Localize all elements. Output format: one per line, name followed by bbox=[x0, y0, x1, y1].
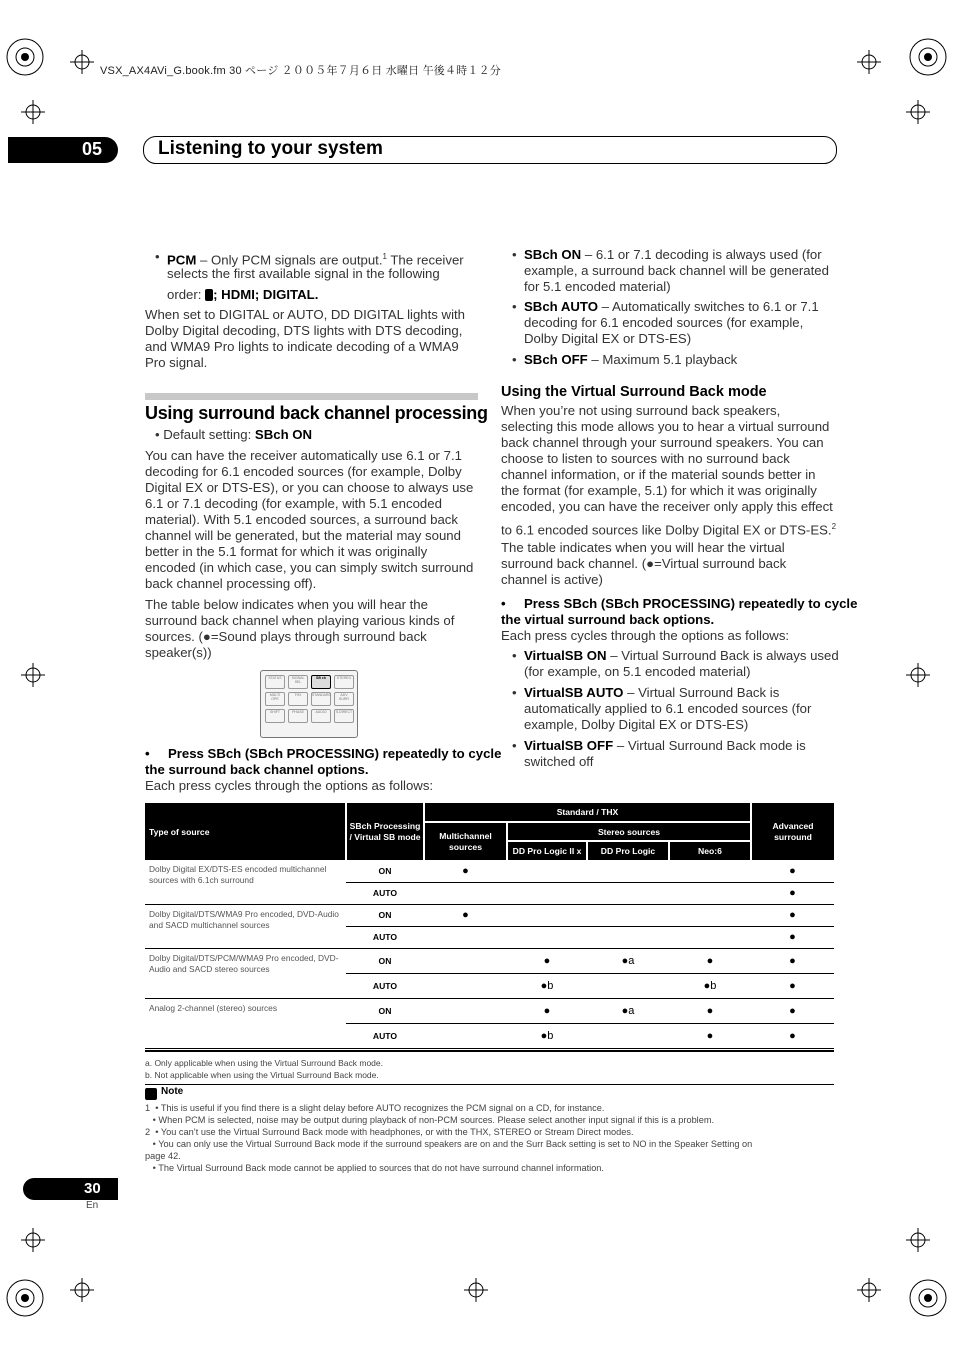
indicator-cell bbox=[587, 926, 669, 948]
indicator-cell: ●b bbox=[507, 973, 587, 998]
press-instruction-l2: the surround back channel options. bbox=[145, 762, 369, 777]
indicator-cell: ●b bbox=[669, 973, 751, 998]
press-instr-text1: Press SBch (SBch PROCESSING) repeatedly to cycle bbox=[167, 746, 502, 761]
press-instruction-l1: • Press SBch (SBch PROCESSING) repeatedly to cycle bbox=[145, 746, 502, 761]
indicator-cell: ● bbox=[751, 882, 834, 904]
analog-icon bbox=[205, 289, 213, 301]
source-type-cell: Dolby Digital/DTS/PCM/WMA9 Pro encoded, DVD-Audio and SACD stereo sources bbox=[145, 948, 346, 998]
vsb-auto-label: VirtualSB AUTO bbox=[524, 685, 624, 700]
vsb-off-l2: switched off bbox=[524, 754, 594, 769]
when-set-l1: When set to DIGITAL or AUTO, DD DIGITAL lights with bbox=[145, 307, 466, 322]
indicator-cell: ● bbox=[424, 904, 507, 926]
indicator-cell bbox=[507, 926, 587, 948]
indicator-cell bbox=[424, 1023, 507, 1048]
sbch-auto-l2: decoding for 6.1 encoded sources (for example, bbox=[524, 315, 804, 330]
para1-l4: 6.1 or 7.1 decoding (for example, with 5.1 encoded bbox=[145, 496, 442, 511]
sbch-auto-l3: Dolby Digital EX or DTS-ES) bbox=[524, 331, 692, 346]
mode-cell: AUTO bbox=[346, 1023, 424, 1048]
indicator-cell: ● bbox=[751, 860, 834, 882]
vsb-on-bullet: • bbox=[512, 648, 517, 663]
indicator-cell bbox=[669, 926, 751, 948]
pcm-line3-b: ; HDMI; DIGITAL. bbox=[213, 287, 319, 302]
th-standard-thx: Standard / THX bbox=[424, 803, 751, 822]
chapter-number: 05 bbox=[82, 139, 103, 159]
remote-btn-sbch: SB ch bbox=[311, 675, 331, 689]
indicator-cell: ●a bbox=[587, 948, 669, 973]
th-type: Type of source bbox=[145, 803, 346, 860]
section-title: Using surround back channel processing bbox=[145, 403, 488, 423]
default-setting: • Default setting: SBch ON bbox=[155, 427, 313, 442]
pcm-bullet: • bbox=[155, 249, 160, 264]
vsb-auto-l1 bbox=[524, 685, 779, 701]
vsb-para1-l2: selecting this mode allows you to hear a virtual surround bbox=[501, 419, 830, 434]
indicator-cell bbox=[587, 904, 669, 926]
para1-l8: encoded (in which case, you can simply switch surround bbox=[145, 560, 474, 575]
th-pl2x: DD Pro Logic II x bbox=[507, 841, 587, 860]
indicator-cell bbox=[587, 973, 669, 998]
source-type-cell: Dolby Digital EX/DTS-ES encoded multichannel sources with 6.1ch surround bbox=[145, 860, 346, 904]
remote-btn: S.DIRECT bbox=[334, 709, 354, 723]
para2-l4: speaker(s)) bbox=[145, 645, 212, 660]
note-line: 1 • This is useful if you find there is a slight delay before AUTO recognizes the PCM signal on a CD, for instance. bbox=[145, 1103, 605, 1113]
sbch-on-l3: for 5.1 encoded material) bbox=[524, 279, 671, 294]
note-line: 2 • You can’t use the Virtual Surround Back mode with headphones, or with the THX, STEREO or Stream Direct modes. bbox=[145, 1127, 634, 1137]
remote-btn: PHASE bbox=[288, 709, 308, 723]
indicator-cell bbox=[669, 882, 751, 904]
sbch-off-bullet: • bbox=[512, 352, 517, 367]
th-stereo: Stereo sources bbox=[507, 822, 751, 841]
mode-cell: AUTO bbox=[346, 973, 424, 998]
vsb-on-text: – Virtual Surround Back is always used bbox=[606, 648, 839, 663]
vsb-auto-l2: automatically applied to 6.1 encoded sources (for bbox=[524, 701, 812, 716]
pcm-text1: – Only PCM signals are output. bbox=[196, 252, 383, 268]
note-line: • You can only use the Virtual Surround Back mode if the surround speakers are on and the Surr Back setting is set to NO in the Speaker Setting on bbox=[145, 1139, 753, 1149]
indicator-cell bbox=[507, 860, 587, 882]
page-number: 30 bbox=[84, 1180, 101, 1197]
sbch-on-text: – 6.1 or 7.1 decoding is always used (for bbox=[581, 247, 822, 262]
th-neo6: Neo:6 bbox=[669, 841, 751, 860]
pcm-label: PCM bbox=[167, 252, 197, 268]
sbch-off-l1 bbox=[524, 352, 737, 368]
remote-btn: THX bbox=[288, 692, 308, 706]
vsb-press-text1: Press SBch (SBch PROCESSING) repeatedly to cycle bbox=[523, 596, 858, 611]
sbch-auto-l1 bbox=[524, 299, 819, 315]
vsb-para2-l2: surround back channel. (●=Virtual surround back bbox=[501, 556, 787, 571]
th-advanced: Advanced surround bbox=[751, 803, 834, 860]
note-icon bbox=[145, 1088, 157, 1100]
para1-l1: You can have the receiver automatically use 6.1 or 7.1 bbox=[145, 448, 462, 463]
sbch-auto-label: SBch AUTO bbox=[524, 299, 599, 314]
para2-l1: The table below indicates when you will hear the bbox=[145, 597, 428, 612]
when-set-l2: Dolby Digital decoding, DTS lights with DTS decoding, bbox=[145, 323, 463, 338]
mode-cell: ON bbox=[346, 904, 424, 926]
indicator-cell: ● bbox=[751, 948, 834, 973]
indicator-cell bbox=[587, 860, 669, 882]
vsb-press-l1: • Press SBch (SBch PROCESSING) repeatedly to cycle bbox=[501, 596, 858, 611]
vsb-on-label: VirtualSB ON bbox=[524, 648, 607, 663]
when-set-l3: and WMA9 Pro lights to indicate decoding of a WMA9 bbox=[145, 339, 459, 354]
section-rule bbox=[145, 393, 478, 400]
indicator-cell bbox=[669, 904, 751, 926]
indicator-cell: ●a bbox=[587, 998, 669, 1023]
indicator-cell: ● bbox=[751, 1023, 834, 1048]
para2-l3: sources. (●=Sound plays through surround back bbox=[145, 629, 427, 644]
indicator-cell: ● bbox=[751, 973, 834, 998]
pcm-sup: 1 bbox=[382, 252, 387, 261]
vsb-press-l2: the virtual surround back options. bbox=[501, 612, 715, 627]
vsb-on-l2: (for example, on 5.1 encoded material) bbox=[524, 664, 751, 679]
remote-btn: STANDARD bbox=[311, 692, 331, 706]
table-row bbox=[145, 998, 834, 1023]
remote-btn: STEREO bbox=[334, 675, 354, 689]
vsb-auto-bullet: • bbox=[512, 685, 517, 700]
sbch-off-text: – Maximum 5.1 playback bbox=[587, 352, 738, 367]
note-line: page 42. bbox=[145, 1151, 181, 1161]
remote-btn: STATUS bbox=[265, 675, 285, 689]
vsb-para2-l1: The table indicates when you will hear the virtual bbox=[501, 540, 785, 555]
surround-back-table bbox=[145, 803, 834, 1049]
subsection-title: Using the Virtual Surround Back mode bbox=[501, 384, 767, 400]
pcm-line2: selects the first available signal in the following bbox=[167, 266, 440, 281]
pcm-line3 bbox=[167, 287, 318, 303]
note-rule bbox=[145, 1084, 834, 1085]
vsb-off-text: – Virtual Surround Back mode is bbox=[613, 738, 806, 753]
page-number-tab bbox=[23, 1178, 118, 1200]
indicator-cell bbox=[424, 882, 507, 904]
indicator-cell bbox=[587, 882, 669, 904]
vsb-off-l1 bbox=[524, 738, 806, 754]
pcm-line3-a: order: bbox=[167, 287, 206, 302]
th-multichannel: Multichannel sources bbox=[424, 822, 507, 860]
indicator-cell: ● bbox=[669, 998, 751, 1023]
sbch-on-label: SBch ON bbox=[524, 247, 582, 262]
indicator-cell bbox=[424, 998, 507, 1023]
when-set-l4: Pro signal. bbox=[145, 355, 208, 370]
table-row bbox=[145, 860, 834, 882]
mode-cell: ON bbox=[346, 948, 424, 973]
indicator-cell: ● bbox=[507, 948, 587, 973]
vsb-off-bullet: • bbox=[512, 738, 517, 753]
para1-l9: back channel processing off). bbox=[145, 576, 317, 591]
default-setting-label: Default setting: bbox=[163, 427, 255, 442]
vsb-auto-text: – Virtual Surround Back is bbox=[623, 685, 780, 700]
remote-btn: SIGNAL SEL bbox=[288, 675, 308, 689]
file-info: VSX_AX4AVi_G.book.fm 30 ページ ２００５年７月６日 水曜日 午後４時１２分 bbox=[100, 65, 501, 77]
indicator-cell: ●b bbox=[507, 1023, 587, 1048]
remote-btn: AUDIO bbox=[311, 709, 331, 723]
vsb-auto-l3: example, Dolby Digital EX or DTS-ES) bbox=[524, 717, 749, 732]
note-line: • The Virtual Surround Back mode cannot be applied to sources that do not have surround channel information. bbox=[145, 1163, 604, 1173]
para1-l6: channel will be generated, but the material may sound bbox=[145, 528, 461, 543]
indicator-cell: ● bbox=[751, 998, 834, 1023]
vsb-sup: 2 bbox=[831, 522, 837, 531]
indicator-cell bbox=[669, 860, 751, 882]
vsb-para1-l8 bbox=[501, 519, 836, 538]
table-bottom-rule bbox=[145, 1050, 834, 1052]
vsb-off-label: VirtualSB OFF bbox=[524, 738, 614, 753]
default-setting-value: SBch ON bbox=[254, 427, 313, 442]
vsb-para1-l6: the format (for example, 5.1) for which it was originally bbox=[501, 483, 817, 498]
vsb-para2-l3: channel is active) bbox=[501, 572, 603, 587]
th-pl: DD Pro Logic bbox=[587, 841, 669, 860]
indicator-cell bbox=[424, 948, 507, 973]
chapter-title: Listening to your system bbox=[158, 138, 383, 159]
page-language: En bbox=[86, 1200, 99, 1211]
note-title: Note bbox=[161, 1086, 184, 1097]
indicator-cell: ● bbox=[751, 926, 834, 948]
para1-l2: decoding for 6.1 encoded sources (for example, Dolby bbox=[145, 464, 462, 479]
indicator-cell: ● bbox=[751, 904, 834, 926]
sbch-on-l2: example, a surround back channel will be generated bbox=[524, 263, 829, 278]
note-line: • When PCM is selected, noise may be output during playback of non-PCM sources. Please select another input signal if this is a problem. bbox=[145, 1115, 715, 1125]
indicator-cell bbox=[424, 973, 507, 998]
each-press-left: Each press cycles through the options as follows: bbox=[145, 778, 434, 793]
sbch-auto-bullet: • bbox=[512, 299, 517, 314]
indicator-cell bbox=[507, 882, 587, 904]
sbch-on-l1 bbox=[524, 247, 822, 263]
indicator-cell bbox=[587, 1023, 669, 1048]
mode-cell: ON bbox=[346, 998, 424, 1023]
source-type-cell: Dolby Digital/DTS/WMA9 Pro encoded, DVD-Audio and SACD multichannel sources bbox=[145, 904, 346, 948]
table-footnote-a: a. Only applicable when using the Virtual Surround Back mode. bbox=[145, 1058, 383, 1068]
para1-l5: material). With 5.1 encoded sources, a surround back bbox=[145, 512, 458, 527]
vsb-on-l1 bbox=[524, 648, 839, 664]
table-row bbox=[145, 904, 834, 926]
indicator-cell: ● bbox=[424, 860, 507, 882]
vsb-para1-l8-text: to 6.1 encoded sources like Dolby Digital EX or DTS-ES. bbox=[501, 522, 832, 538]
sbch-off-label: SBch OFF bbox=[524, 352, 588, 367]
vsb-para1-l5: channel information, or if the material sounds better in bbox=[501, 467, 816, 482]
sbch-auto-text: – Automatically switches to 6.1 or 7.1 bbox=[598, 299, 819, 314]
remote-btn: ADV SURR bbox=[334, 692, 354, 706]
vsb-para1-l1: When you’re not using surround back speakers, bbox=[501, 403, 781, 418]
remote-btn: SHIFT bbox=[265, 709, 285, 723]
th-sbch: SBch Processing / Virtual SB mode bbox=[346, 803, 424, 860]
remote-illustration bbox=[260, 670, 358, 738]
remote-btn: MULTI OPE bbox=[265, 692, 285, 706]
pcm-text2: The receiver bbox=[386, 252, 464, 268]
mode-cell: AUTO bbox=[346, 882, 424, 904]
para1-l7: better in the 5.1 format for which it was originally bbox=[145, 544, 428, 559]
vsb-each-press: Each press cycles through the options as follows: bbox=[501, 628, 790, 643]
source-type-cell: Analog 2-channel (stereo) sources bbox=[145, 998, 346, 1048]
table-body bbox=[145, 860, 834, 1048]
vsb-para1-l3: back channel through your surround speakers. You can bbox=[501, 435, 824, 450]
sbch-on-bullet: • bbox=[512, 247, 517, 262]
indicator-cell: ● bbox=[507, 998, 587, 1023]
indicator-cell bbox=[424, 926, 507, 948]
table-row bbox=[145, 948, 834, 973]
para2-l2: surround back channel when playing various kinds of bbox=[145, 613, 455, 628]
vsb-para1-l4: choose to listen to sources with no surround back bbox=[501, 451, 790, 466]
vsb-para1-l7: encoded, you can have the receiver only apply this effect bbox=[501, 499, 833, 514]
mode-cell: AUTO bbox=[346, 926, 424, 948]
indicator-cell: ● bbox=[669, 1023, 751, 1048]
para1-l3: Digital EX or DTS-ES), or you can choose to always use bbox=[145, 480, 474, 495]
indicator-cell bbox=[507, 904, 587, 926]
mode-cell: ON bbox=[346, 860, 424, 882]
table-footnote-b: b. Not applicable when using the Virtual Surround Back mode. bbox=[145, 1070, 379, 1080]
indicator-cell: ● bbox=[669, 948, 751, 973]
